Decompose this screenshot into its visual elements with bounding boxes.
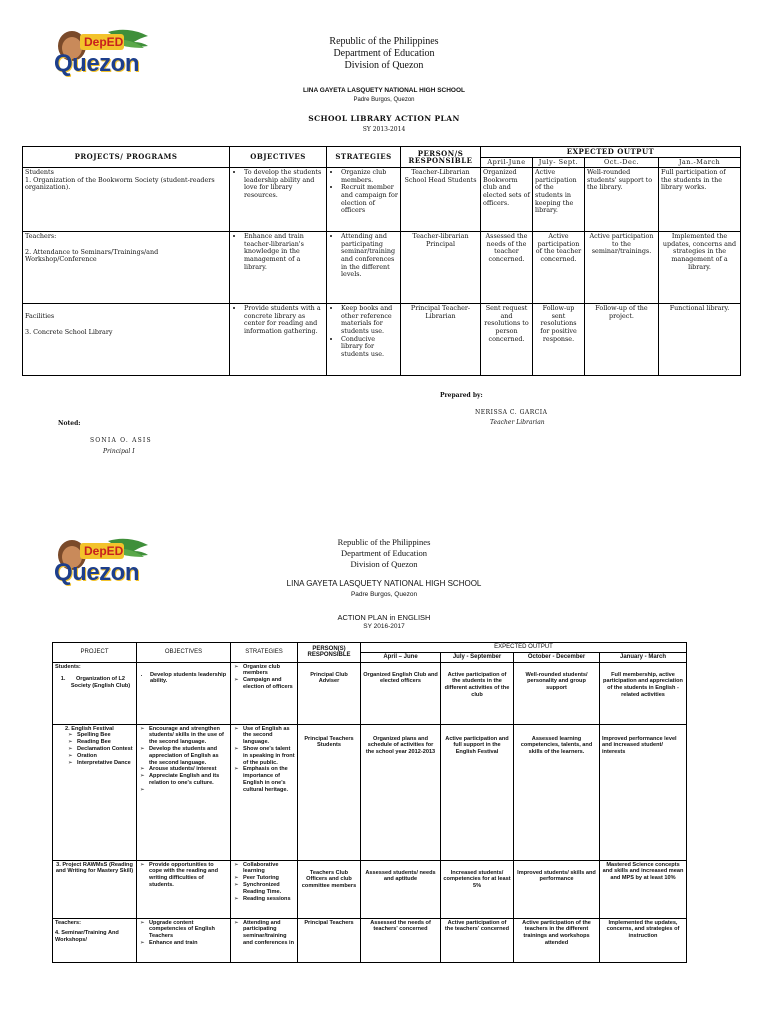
q2-cell: Active participation of the teachers' concerned [441, 918, 514, 962]
q3-cell: Active participation to the seminar/trainings. [585, 232, 659, 304]
col-header-q1: April-June [481, 157, 533, 168]
library-action-plan-table [22, 146, 741, 376]
persons-cell: Principal Teacher-Librarian [401, 304, 481, 376]
project-cell [53, 724, 137, 860]
objectives-cell [137, 860, 231, 918]
noter-title: Principal I [103, 448, 135, 455]
q3-text: Improved students/ skills and performance [517, 869, 596, 883]
doc2-division: Division of Quezon [350, 559, 418, 569]
project-title: 3. Project RAWMsS (Reading and Writing for Mastery Skill) [55, 861, 134, 875]
english-action-plan-table [52, 642, 687, 963]
project-head: Teachers: [25, 232, 57, 241]
q4-text: Full membership, active participation and appreciation of the students in English - related activities [603, 671, 683, 698]
q4-cell [600, 860, 687, 918]
q3-cell [514, 860, 600, 918]
doc1-school-year: SY 2013-2014 [362, 126, 406, 133]
list-item: • Provide students with a concrete library as center for reading and information gathering. [244, 305, 324, 335]
list-item: ➢ Attending and participating seminar/training and conferences in [243, 920, 295, 947]
q2-cell: Active participation of the students in keeping the library. [533, 168, 585, 232]
q3-text: Well-rounded students/ personality and group support [525, 671, 588, 692]
project-title: 4. Seminar/Training And Workshops/ [55, 930, 119, 944]
col-header-strategies: STRATEGIES [231, 643, 298, 663]
q1-cell: Organized Bookworm club and elected sets of officers. [481, 168, 533, 232]
project-cell [53, 860, 137, 918]
list-item: ➢ Reading sessions [243, 896, 295, 903]
list-item: ➢ Organize club members [243, 664, 295, 678]
list-item: ➢ Use of English as the second language. [243, 726, 295, 746]
q1-cell [361, 724, 441, 860]
doc2-address: Padre Burgos, Quezon [350, 591, 418, 598]
strategies-cell [327, 168, 401, 232]
doc2-school-year: SY 2016-2017 [363, 623, 405, 630]
list-item: ➢ Reading Bee [77, 739, 134, 746]
list-item: • Recruit member and campaign for election of officers [341, 184, 398, 214]
col-header-q4: Jan.-March [659, 157, 741, 168]
col-header-q1: April – June [361, 652, 441, 662]
list-item: ➢ Interpretative Dance [77, 760, 134, 767]
project-cell [53, 662, 137, 724]
q4-cell: Full participation of the students in the library works. [659, 168, 741, 232]
list-item: ➢ Appreciate English and its relation to one's culture. [149, 773, 228, 787]
q2-cell [441, 662, 514, 724]
q1-cell [361, 662, 441, 724]
list-item: ➢ Collaborative learning [243, 862, 295, 876]
list-item: • Organize club members. [341, 169, 398, 184]
list-item: ➢ Arouse students/ interest [149, 766, 228, 773]
q4-cell [600, 662, 687, 724]
doc1-republic: Republic of the Philippines [329, 36, 439, 47]
q1-text: Organized plans and schedule of activities for the school year 2012-2013 [365, 735, 436, 756]
project-cell [53, 918, 137, 962]
list-item: 1. Organization of L2 Society (English Club) [67, 676, 134, 690]
project-cell [23, 168, 230, 232]
persons-cell [298, 860, 361, 918]
strategies-cell [231, 724, 298, 860]
list-item: ➢ Spelling Bee [77, 732, 134, 739]
project-head: Facilities [25, 312, 55, 321]
q4-text: Improved performance level and increased student/ interests [602, 735, 677, 756]
q2-cell: Active participation of the teacher concerned. [533, 232, 585, 304]
table-row [23, 168, 741, 232]
project-name: 1. Organization of the Bookworm Society (student-readers organization). [25, 175, 215, 192]
table-row [53, 662, 687, 724]
col-header-projects: PROJECTS/ PROGRAMS [23, 147, 230, 168]
prepared-by-label: Prepared by: [440, 392, 483, 399]
project-title: 2. English Festival [65, 725, 114, 732]
q2-cell [441, 860, 514, 918]
col-header-project: PROJECT [53, 643, 137, 663]
col-header-objectives: OBJECTIVES [137, 643, 231, 663]
table-row [53, 724, 687, 860]
doc1-school-name: LINA GAYETA LASQUETY NATIONAL HIGH SCHOOL [302, 87, 466, 94]
col-header-expected-output: EXPECTED OUTPUT [361, 643, 687, 653]
doc2-republic: Republic of the Philippines [337, 537, 431, 547]
objectives-cell [230, 232, 327, 304]
list-item: ➢ Develop the students and appreciation of English as the second language. [149, 746, 228, 766]
list-item: • To develop the students leadership ability and love for library resources. [244, 169, 324, 199]
list-item: • Keep books and other reference materials for students use. [341, 305, 398, 335]
col-header-expected-output: EXPECTED OUTPUT [481, 147, 741, 158]
persons-text: Principal Teachers Students [304, 735, 354, 749]
list-item: ➢ Show one's talent in speaking in front of the public. [243, 746, 295, 766]
strategies-cell [327, 304, 401, 376]
logo-text: Quezon [54, 559, 139, 586]
doc1-division: Division of Quezon [344, 60, 424, 71]
objectives-cell [137, 918, 231, 962]
objectives-cell [137, 724, 231, 860]
doc2-school-name: LINA GAYETA LASQUETY NATIONAL HIGH SCHOOL [286, 579, 482, 588]
q3-text: Assessed learning competencies, talents, and skills of the learners. [520, 735, 593, 756]
strategies-cell [231, 918, 298, 962]
col-header-persons: PERSON/S RESPONSIBLE [401, 147, 481, 168]
col-header-q3: Oct.-Dec. [585, 157, 659, 168]
list-item: ➢ Oration [77, 753, 134, 760]
project-head: Students: [55, 663, 81, 670]
q3-cell [514, 662, 600, 724]
list-item: • Conducive library for students use. [341, 336, 398, 359]
project-cell [23, 304, 230, 376]
list-item: • Attending and participating seminar/training and conferences in the different levels. [341, 233, 398, 279]
table-row [23, 232, 741, 304]
strategies-cell [231, 860, 298, 918]
doc1-address: Padre Burgos, Quezon [353, 97, 415, 103]
persons-cell: Principal Teachers [298, 918, 361, 962]
q4-cell: Functional library. [659, 304, 741, 376]
project-name: 2. Attendance to Seminars/Trainings/and Workshop/Conference [25, 247, 159, 264]
list-item: ➢ Emphasis on the importance of English in one's cultural heritage. [243, 766, 295, 793]
preparer-name: NERISSA C. GARCIA [475, 409, 548, 416]
table-row [23, 304, 741, 376]
q2-cell: Follow-up sent resolutions for positive response. [533, 304, 585, 376]
persons-cell: Teacher-Librarian School Head Students [401, 168, 481, 232]
list-item: ➢ Peer Tutoring [243, 875, 295, 882]
persons-cell [298, 724, 361, 860]
q4-text: Mastered Science concepts and skills and increased mean and MPS by at least 10% [602, 861, 684, 882]
col-header-persons: PERSON(S) RESPONSIBLE [298, 643, 361, 663]
col-header-q3: October - December [514, 652, 600, 662]
strategies-cell [231, 662, 298, 724]
persons-cell: Teacher-librarian Principal [401, 232, 481, 304]
q4-cell [600, 724, 687, 860]
doc2-department: Department of Education [341, 548, 427, 558]
list-item: ➢ Declamation Contest [77, 746, 134, 753]
q4-cell: Implemented the updates, concerns and strategies in the management of a library. [659, 232, 741, 304]
persons-cell [298, 662, 361, 724]
objectives-cell [230, 168, 327, 232]
logo-badge: DepED [84, 544, 124, 558]
q2-text: Active participation of the students in the different activities of the club [444, 671, 510, 698]
persons-text: Principal Club Adviser [310, 671, 348, 685]
col-header-q4: January - March [600, 652, 687, 662]
q1-text: Assessed students/ needs and aptitude [365, 869, 436, 883]
noter-name: SONIA O. ASIS [90, 437, 152, 444]
preparer-title: Teacher Librarian [490, 419, 545, 426]
logo-text: Quezon [54, 50, 139, 77]
list-item: ➢ Synchronized Reading Time. [243, 882, 295, 896]
table-row [53, 918, 687, 962]
q2-cell [441, 724, 514, 860]
persons-text: Teachers Club Officers and club committee members [301, 869, 357, 890]
q2-text: Increased students/ competencies for at least 5% [443, 869, 511, 890]
doc1-department: Department of Education [333, 48, 435, 59]
project-head: Students [25, 168, 54, 177]
q4-cell: Implemented the updates, concerns, and strategies of instruction [600, 918, 687, 962]
q3-cell: Well-rounded students' support to the library. [585, 168, 659, 232]
list-item: • Enhance and train teacher-librarian's knowledge in the management of a library. [244, 233, 324, 271]
q2-text: Active participation and full support in the English Festival [445, 735, 509, 756]
table-row [53, 860, 687, 918]
q1-cell: Assessed the needs of teachers' concerned [361, 918, 441, 962]
objectives-cell [230, 304, 327, 376]
project-head: Teachers: [55, 919, 82, 926]
col-header-objectives: OBJECTIVES [230, 147, 327, 168]
list-item: ➢ Encourage and strengthen students/ skills in the use of the second language. [149, 726, 228, 746]
list-item: ➢ Upgrade content competencies of English Teachers [149, 920, 228, 940]
list-item: ➢ Campaign and election of officers [243, 677, 295, 691]
project-name: 3. Concrete School Library [25, 327, 113, 336]
doc1-title: SCHOOL LIBRARY ACTION PLAN [308, 114, 460, 123]
q1-text: Organized English Club and elected officers [363, 671, 438, 685]
strategies-cell [327, 232, 401, 304]
q3-cell [514, 724, 600, 860]
list-item: • Develop students leadership ability. [150, 672, 228, 686]
q1-cell: Assessed the needs of the teacher concerned. [481, 232, 533, 304]
objectives-cell [137, 662, 231, 724]
doc2-title: ACTION PLAN in ENGLISH [337, 613, 431, 622]
noted-label: Noted: [58, 420, 81, 427]
col-header-q2: July- Sept. [533, 157, 585, 168]
q1-cell [361, 860, 441, 918]
project-cell [23, 232, 230, 304]
q3-cell: Active participation of the teachers in the different trainings and workshops attended [514, 918, 600, 962]
logo-badge: DepED [84, 35, 124, 49]
col-header-q2: July - September [441, 652, 514, 662]
q1-cell: Sent request and resolutions to person concerned. [481, 304, 533, 376]
list-item: ➢ Enhance and train [149, 940, 228, 947]
col-header-strategies: STRATEGIES [327, 147, 401, 168]
list-item: ➢ Provide opportunities to cope with the reading and writing difficulties of students. [149, 862, 228, 889]
q3-cell: Follow-up of the project. [585, 304, 659, 376]
